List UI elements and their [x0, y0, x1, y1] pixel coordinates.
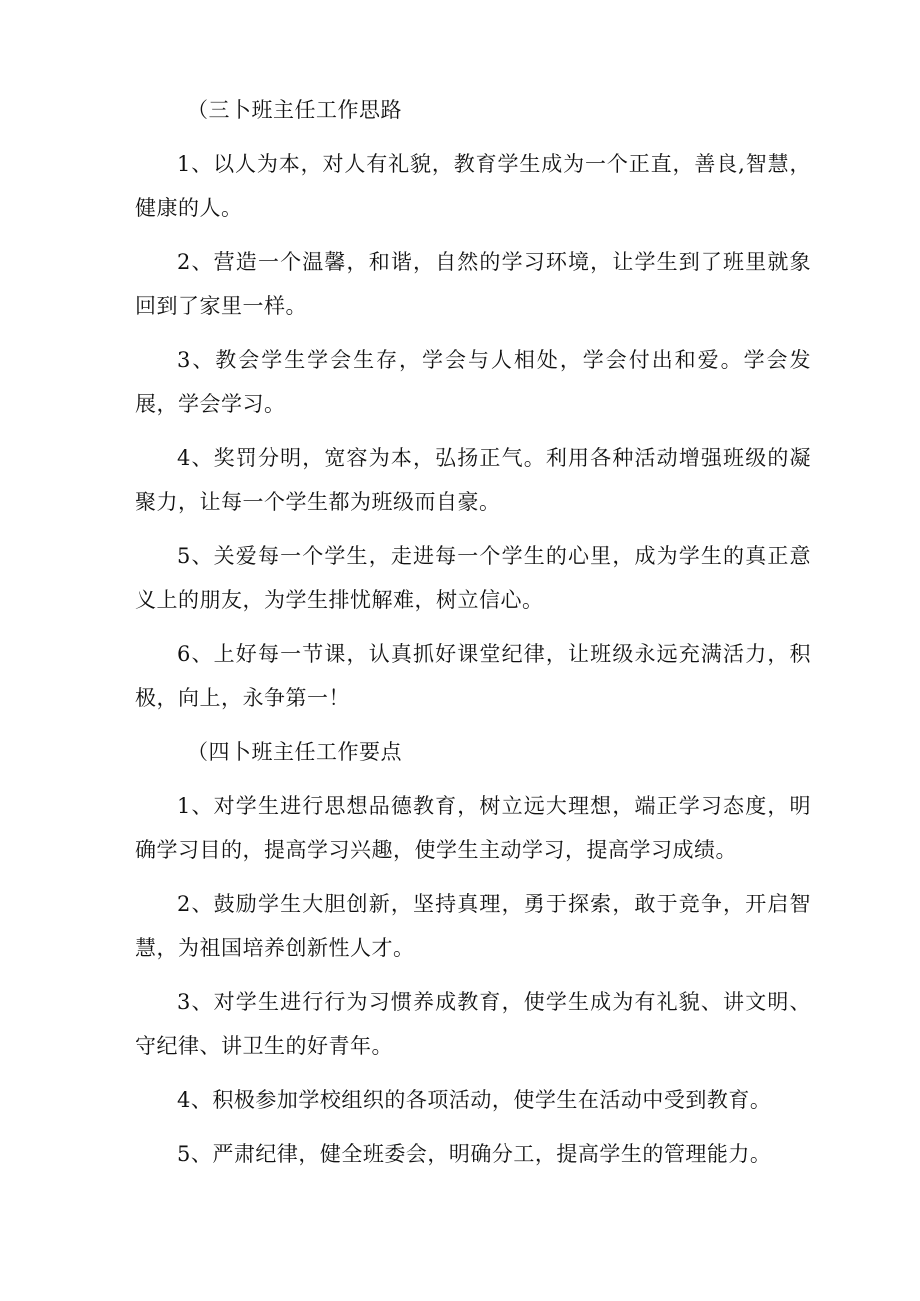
- section-4-item-2: 2、鼓励学生大胆创新，坚持真理，勇于探索，敢于竞争，开启智慧，为祖国培养创新性人才。: [135, 892, 811, 960]
- section-3-item-5: 5、关爱每一个学生，走进每一个学生的心里，成为学生的真正意义上的朋友，为学生排忧解难，树立信心。: [135, 544, 811, 612]
- section-4-item-1: 1、对学生进行思想品德教育，树立远大理想，端正学习态度，明确学习目的，提高学习兴趣，使学生主动学习，提高学习成绩。: [135, 794, 811, 862]
- section-3-item-6: 6、上好每一节课，认真抓好课堂纪律，让班级永远充满活力，积极，向上，永争第一！: [135, 642, 811, 710]
- section-4-item-4: 4、积极参加学校组织的各项活动，使学生在活动中受到教育。: [177, 1088, 772, 1112]
- section-3-item-4: 4、奖罚分明，宽容为本，弘扬正气。利用各种活动增强班级的凝聚力，让每一个学生都为班级而自豪。: [135, 446, 811, 514]
- section-4-heading: （四卜班主任工作要点: [187, 740, 402, 764]
- section-4-item-3: 3、对学生进行行为习惯养成教育，使学生成为有礼貌、讲文明、守纪律、讲卫生的好青年。: [135, 990, 811, 1058]
- section-3-item-3: 3、教会学生学会生存，学会与人相处，学会付出和爱。学会发展，学会学习。: [135, 348, 811, 416]
- section-3-item-1: 1、以人为本，对人有礼貌，教育学生成为一个正直，善良,智慧，健康的人。: [135, 152, 811, 220]
- section-3-item-2: 2、营造一个温馨，和谐，自然的学习环境，让学生到了班里就象回到了家里一样。: [135, 250, 811, 318]
- document-body: [135, 88, 811, 1186]
- section-3-heading: （三卜班主任工作思路: [187, 98, 402, 122]
- section-4-item-5: 5、严肃纪律，健全班委会，明确分工，提高学生的管理能力。: [177, 1142, 772, 1166]
